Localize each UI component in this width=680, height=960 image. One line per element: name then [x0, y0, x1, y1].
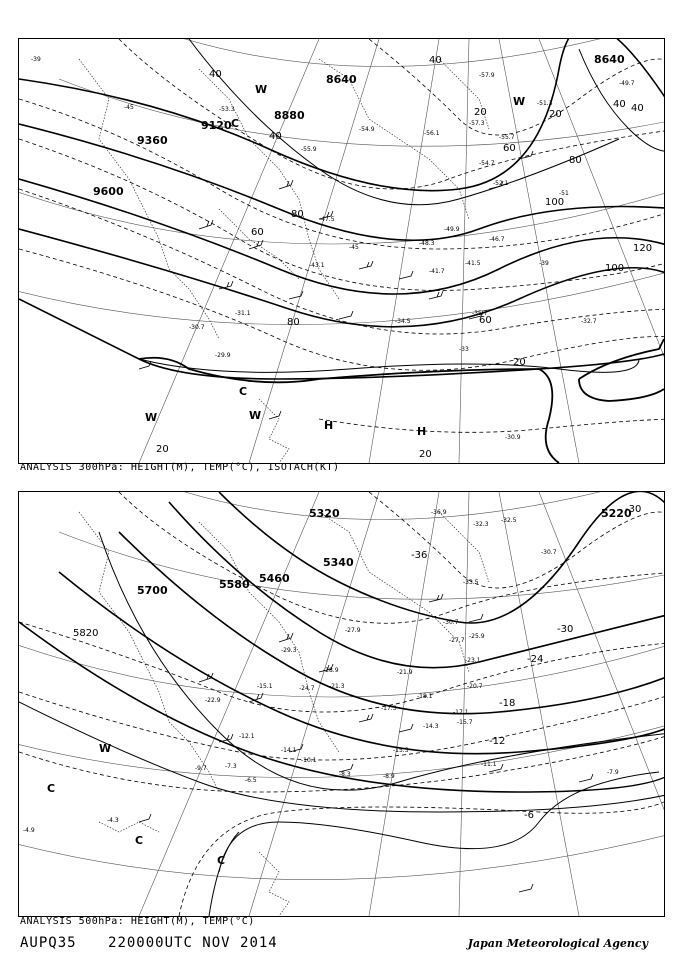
- temp-label: -30: [625, 504, 642, 515]
- station-value: -30.7: [541, 549, 557, 556]
- station-value: -41.5: [465, 260, 481, 267]
- station-value: -48.3: [419, 240, 435, 247]
- height-label: 9120: [201, 119, 232, 132]
- station-value: -11.1: [481, 761, 497, 768]
- center-marker: C: [231, 117, 240, 130]
- station-value: -39: [31, 56, 41, 63]
- station-value: -32.7: [581, 318, 597, 325]
- isotach-label: 100: [605, 263, 625, 274]
- height-label: 5700: [137, 584, 168, 597]
- station-value: -20.7: [467, 683, 483, 690]
- agency-name: Japan Meteorological Agency: [467, 937, 648, 950]
- station-value: -29.3: [281, 647, 297, 654]
- center-marker: C: [47, 782, 56, 795]
- station-value: -8.3: [339, 771, 351, 778]
- center-marker: W: [99, 742, 112, 755]
- height-contours-thin: [19, 532, 664, 916]
- height-label: 9360: [137, 134, 168, 147]
- height-label: 5220: [601, 507, 632, 520]
- center-marker: W: [249, 409, 262, 422]
- station-value: -47.5: [319, 216, 335, 223]
- center-marker: W: [255, 83, 268, 96]
- station-value: -30.9: [505, 434, 521, 441]
- station-value: -39: [539, 260, 549, 267]
- temp-label: -30: [557, 624, 574, 635]
- isotach-label: 20: [513, 357, 526, 368]
- station-value: -32.5: [501, 517, 517, 524]
- station-value: -35.7: [472, 310, 488, 317]
- station-value: -23.1: [465, 657, 481, 664]
- station-value: -7.9: [607, 769, 619, 776]
- station-value: -6.5: [245, 777, 257, 784]
- map-caption-500hpa: ANALYSIS 500hPa: HEIGHT(M), TEMP(°C): [20, 916, 255, 927]
- station-value: -18.1: [417, 693, 433, 700]
- station-value: -15.3: [393, 747, 409, 754]
- station-value: -57.3: [469, 120, 485, 127]
- center-marker: C: [239, 385, 248, 398]
- isotach-label: 40: [429, 55, 442, 66]
- analysis-500hpa-map: [18, 491, 665, 917]
- station-value: -32.3: [473, 521, 489, 528]
- station-value: -46.7: [489, 236, 505, 243]
- temp-label: -6: [524, 810, 534, 821]
- station-value: -34.5: [395, 318, 411, 325]
- isotach-label: 60: [479, 315, 492, 326]
- chart-code: AUPQ35: [20, 935, 77, 951]
- height-label: 9600: [93, 185, 124, 198]
- isotach-20kt: [139, 358, 559, 463]
- wind-barbs: [139, 594, 593, 892]
- station-value: -45: [124, 104, 134, 111]
- isotach-label: 60: [503, 143, 516, 154]
- station-values: [31, 56, 635, 441]
- station-value: -9.7: [195, 765, 207, 772]
- station-value: -49.7: [619, 80, 635, 87]
- station-value: -31.1: [235, 310, 251, 317]
- station-value: -33: [459, 346, 469, 353]
- station-value: -15.1: [257, 683, 273, 690]
- station-value: -49.9: [444, 226, 460, 233]
- map-500hpa-svg: [19, 492, 664, 916]
- height-label: 8880: [274, 109, 305, 122]
- map-caption-300hpa: ANALYSIS 300hPa: HEIGHT(M), TEMP(°C), ISOTACH(KT): [20, 462, 340, 473]
- station-value: -17.3: [381, 705, 397, 712]
- station-value: -29.9: [215, 352, 231, 359]
- station-value: -12.1: [239, 733, 255, 740]
- valid-time: 220000UTC NOV 2014: [108, 935, 278, 951]
- station-value: -8.9: [383, 773, 395, 780]
- station-value: -52.1: [493, 180, 509, 187]
- temp-label: -12: [489, 736, 506, 747]
- height-contours: [19, 39, 664, 379]
- station-value: -43.1: [309, 262, 325, 269]
- height-label: 8640: [594, 53, 625, 66]
- station-value: -55.7: [499, 134, 515, 141]
- isotach-label: 80: [569, 155, 582, 166]
- station-value: -51.3: [537, 100, 553, 107]
- station-value: -7.3: [225, 763, 237, 770]
- station-value: -4.9: [23, 827, 35, 834]
- station-value: -14.1: [281, 747, 297, 754]
- station-value: -10.1: [301, 757, 317, 764]
- temp-label: -18: [499, 698, 516, 709]
- station-value: -45: [349, 244, 359, 251]
- center-marker: H: [417, 425, 427, 438]
- isotach-label: 40: [209, 69, 222, 80]
- isotach-label: 40: [613, 99, 626, 110]
- station-value: -56.1: [424, 130, 440, 137]
- station-value: -21.9: [397, 669, 413, 676]
- isotach-label: 20: [474, 107, 487, 118]
- height-label: 5820: [73, 628, 99, 639]
- station-value: -14.3: [423, 723, 439, 730]
- center-marker: C: [217, 854, 226, 867]
- isotach-label: 20: [156, 444, 169, 455]
- isotach-label: 20: [419, 449, 432, 460]
- height-label: 8640: [326, 73, 357, 86]
- isotach-label: 100: [545, 197, 565, 208]
- station-value: -22.9: [205, 697, 221, 704]
- station-value: -33.5: [463, 579, 479, 586]
- station-value: -28.9: [323, 667, 339, 674]
- station-value: -30.7: [443, 619, 459, 626]
- temp-label: -24: [527, 654, 544, 665]
- isotach-label: 40: [269, 131, 282, 142]
- map-300hpa-svg: [19, 39, 664, 463]
- isotach-20kt-east: [579, 339, 664, 401]
- station-value: -17.1: [453, 709, 469, 716]
- center-marker: W: [145, 411, 158, 424]
- station-value: -15.7: [457, 719, 473, 726]
- isotach-label: 60: [251, 227, 264, 238]
- isotach-label: 120: [633, 243, 653, 254]
- station-value: -55.9: [301, 146, 317, 153]
- temp-label: -36: [411, 550, 428, 561]
- chart-id-line: [20, 935, 300, 951]
- center-marker: H: [324, 419, 334, 432]
- height-label: 5340: [323, 556, 354, 569]
- height-label: 5460: [259, 572, 290, 585]
- station-value: -41.7: [429, 268, 445, 275]
- station-value: -57.9: [479, 72, 495, 79]
- center-marker: W: [513, 95, 526, 108]
- station-value: -53.3: [219, 106, 235, 113]
- grid-lines: [19, 39, 664, 463]
- station-value: -51: [559, 190, 569, 197]
- station-value: -24.7: [299, 685, 315, 692]
- isotach-label: 40: [631, 103, 644, 114]
- isotach-label: 80: [287, 317, 300, 328]
- station-value: -21.3: [329, 683, 345, 690]
- station-value: -27.9: [345, 627, 361, 634]
- center-marker: C: [135, 834, 144, 847]
- station-value: -25.9: [469, 633, 485, 640]
- station-value: -36.9: [431, 509, 447, 516]
- analysis-300hpa-map: [18, 38, 665, 464]
- station-value: -4.3: [107, 817, 119, 824]
- height-label: 5320: [309, 507, 340, 520]
- station-value: -54.9: [359, 126, 375, 133]
- station-value: -30.7: [189, 324, 205, 331]
- station-value: -27.7: [449, 637, 465, 644]
- isotach-label: 80: [291, 209, 304, 220]
- station-value: -54.7: [479, 160, 495, 167]
- height-label: 5580: [219, 578, 250, 591]
- isotach-label: 20: [549, 109, 562, 120]
